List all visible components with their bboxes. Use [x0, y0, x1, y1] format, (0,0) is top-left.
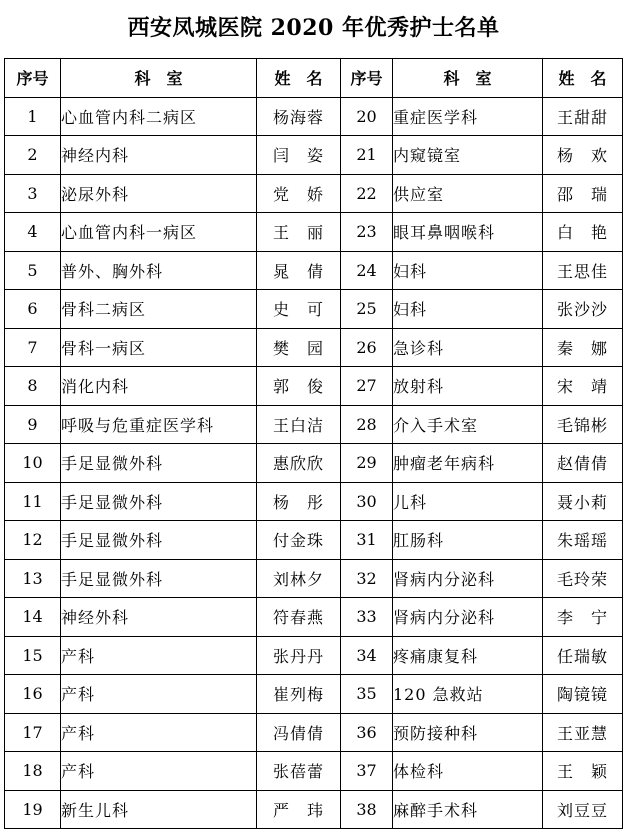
- cell-seq-right: 24: [341, 251, 393, 290]
- header-name-left: 姓 名: [257, 59, 341, 98]
- cell-dept-left: 新生儿科: [61, 790, 257, 829]
- cell-dept-right: 儿科: [393, 482, 543, 521]
- cell-seq-right: 38: [341, 790, 393, 829]
- cell-name-right: 朱瑶瑶: [543, 521, 623, 560]
- table-row: [5, 290, 623, 329]
- cell-dept-left: 手足显微外科: [61, 521, 257, 560]
- cell-dept-left: 消化内科: [61, 367, 257, 406]
- cell-seq-right: 35: [341, 675, 393, 714]
- cell-seq-left: 18: [5, 752, 61, 791]
- cell-dept-left: 泌尿外科: [61, 174, 257, 213]
- table-row: [5, 636, 623, 675]
- cell-name-left: 王白洁: [257, 405, 341, 444]
- cell-name-left: 史 可: [257, 290, 341, 329]
- cell-dept-right: 疼痛康复科: [393, 636, 543, 675]
- cell-dept-left: 骨科一病区: [61, 328, 257, 367]
- cell-seq-left: 14: [5, 598, 61, 637]
- cell-name-left: 符春燕: [257, 598, 341, 637]
- cell-name-right: 刘豆豆: [543, 790, 623, 829]
- cell-dept-left: 心血管内科一病区: [61, 213, 257, 252]
- table-row: [5, 790, 623, 829]
- cell-seq-right: 22: [341, 174, 393, 213]
- cell-seq-left: 2: [5, 136, 61, 175]
- cell-seq-left: 9: [5, 405, 61, 444]
- cell-seq-left: 15: [5, 636, 61, 675]
- cell-dept-right: 预防接种科: [393, 713, 543, 752]
- cell-seq-right: 23: [341, 213, 393, 252]
- cell-dept-left: 产科: [61, 752, 257, 791]
- header-row: [5, 59, 623, 98]
- cell-seq-right: 32: [341, 559, 393, 598]
- cell-seq-right: 28: [341, 405, 393, 444]
- cell-name-right: 张沙沙: [543, 290, 623, 329]
- cell-name-right: 毛锦彬: [543, 405, 623, 444]
- cell-dept-right: 肾病内分泌科: [393, 559, 543, 598]
- cell-dept-right: 供应室: [393, 174, 543, 213]
- cell-dept-left: 骨科二病区: [61, 290, 257, 329]
- table-row: [5, 251, 623, 290]
- cell-dept-left: 神经内科: [61, 136, 257, 175]
- cell-name-left: 杨海蓉: [257, 97, 341, 136]
- cell-seq-right: 34: [341, 636, 393, 675]
- cell-seq-left: 7: [5, 328, 61, 367]
- cell-name-right: 宋 靖: [543, 367, 623, 406]
- cell-name-left: 王 丽: [257, 213, 341, 252]
- cell-dept-right: 重症医学科: [393, 97, 543, 136]
- table-row: [5, 598, 623, 637]
- cell-dept-left: 呼吸与危重症医学科: [61, 405, 257, 444]
- header-name-right: 姓 名: [543, 59, 623, 98]
- cell-name-right: 邵 瑞: [543, 174, 623, 213]
- cell-dept-right: 肛肠科: [393, 521, 543, 560]
- cell-seq-right: 36: [341, 713, 393, 752]
- cell-name-right: 杨 欢: [543, 136, 623, 175]
- cell-dept-left: 产科: [61, 636, 257, 675]
- cell-dept-left: 手足显微外科: [61, 482, 257, 521]
- table-row: [5, 559, 623, 598]
- cell-dept-right: 眼耳鼻咽喉科: [393, 213, 543, 252]
- table-row: [5, 328, 623, 367]
- cell-dept-right: 120 急救站: [393, 675, 543, 714]
- cell-seq-right: 26: [341, 328, 393, 367]
- nurse-roster-table: [4, 58, 623, 829]
- page-title: 西安凤城医院 2020 年优秀护士名单: [127, 15, 500, 41]
- cell-seq-left: 8: [5, 367, 61, 406]
- cell-seq-right: 21: [341, 136, 393, 175]
- cell-dept-left: 普外、胸外科: [61, 251, 257, 290]
- cell-dept-right: 肿瘤老年病科: [393, 444, 543, 483]
- cell-dept-right: 妇科: [393, 251, 543, 290]
- cell-name-right: 赵倩倩: [543, 444, 623, 483]
- cell-seq-left: 11: [5, 482, 61, 521]
- header-seq-left: 序号: [5, 59, 61, 98]
- table-row: [5, 97, 623, 136]
- cell-seq-right: 20: [341, 97, 393, 136]
- cell-seq-left: 6: [5, 290, 61, 329]
- cell-dept-right: 介入手术室: [393, 405, 543, 444]
- cell-name-left: 崔列梅: [257, 675, 341, 714]
- cell-name-left: 晁 倩: [257, 251, 341, 290]
- cell-name-right: 任瑞敏: [543, 636, 623, 675]
- cell-dept-right: 急诊科: [393, 328, 543, 367]
- cell-dept-left: 心血管内科二病区: [61, 97, 257, 136]
- cell-name-right: 李 宁: [543, 598, 623, 637]
- cell-seq-left: 3: [5, 174, 61, 213]
- cell-dept-right: 麻醉手术科: [393, 790, 543, 829]
- cell-seq-right: 37: [341, 752, 393, 791]
- cell-name-right: 秦 娜: [543, 328, 623, 367]
- cell-name-left: 付金珠: [257, 521, 341, 560]
- table-row: [5, 405, 623, 444]
- cell-seq-left: 10: [5, 444, 61, 483]
- cell-seq-right: 27: [341, 367, 393, 406]
- cell-name-right: 聂小莉: [543, 482, 623, 521]
- table-row: [5, 675, 623, 714]
- table-body: [5, 97, 623, 829]
- cell-seq-right: 25: [341, 290, 393, 329]
- cell-seq-right: 33: [341, 598, 393, 637]
- cell-dept-right: 内窥镜室: [393, 136, 543, 175]
- table-row: [5, 174, 623, 213]
- cell-name-left: 樊 园: [257, 328, 341, 367]
- cell-seq-left: 5: [5, 251, 61, 290]
- cell-name-left: 张蓓蕾: [257, 752, 341, 791]
- cell-dept-right: 放射科: [393, 367, 543, 406]
- cell-name-left: 党 娇: [257, 174, 341, 213]
- table-row: [5, 136, 623, 175]
- cell-seq-left: 4: [5, 213, 61, 252]
- cell-name-left: 刘林夕: [257, 559, 341, 598]
- cell-seq-left: 1: [5, 97, 61, 136]
- cell-dept-right: 妇科: [393, 290, 543, 329]
- cell-dept-left: 神经外科: [61, 598, 257, 637]
- cell-seq-right: 30: [341, 482, 393, 521]
- cell-name-right: 毛玲荣: [543, 559, 623, 598]
- cell-name-right: 王亚慧: [543, 713, 623, 752]
- cell-name-right: 王思佳: [543, 251, 623, 290]
- cell-name-right: 王 颖: [543, 752, 623, 791]
- cell-seq-left: 16: [5, 675, 61, 714]
- cell-dept-left: 产科: [61, 713, 257, 752]
- cell-seq-right: 29: [341, 444, 393, 483]
- cell-dept-left: 手足显微外科: [61, 444, 257, 483]
- cell-seq-left: 12: [5, 521, 61, 560]
- cell-name-left: 惠欣欣: [257, 444, 341, 483]
- cell-name-right: 王甜甜: [543, 97, 623, 136]
- cell-name-left: 张丹丹: [257, 636, 341, 675]
- cell-seq-left: 19: [5, 790, 61, 829]
- cell-dept-right: 体检科: [393, 752, 543, 791]
- cell-name-right: 陶镜镜: [543, 675, 623, 714]
- cell-seq-right: 31: [341, 521, 393, 560]
- table-header: [5, 59, 623, 98]
- cell-seq-left: 17: [5, 713, 61, 752]
- cell-dept-left: 手足显微外科: [61, 559, 257, 598]
- table-row: [5, 213, 623, 252]
- table-row: [5, 444, 623, 483]
- header-dept-right: 科 室: [393, 59, 543, 98]
- table-row: [5, 482, 623, 521]
- cell-name-left: 严 玮: [257, 790, 341, 829]
- table-row: [5, 367, 623, 406]
- cell-name-left: 郭 俊: [257, 367, 341, 406]
- header-seq-right: 序号: [341, 59, 393, 98]
- cell-dept-left: 产科: [61, 675, 257, 714]
- cell-name-left: 杨 彤: [257, 482, 341, 521]
- cell-seq-left: 13: [5, 559, 61, 598]
- table-row: [5, 752, 623, 791]
- cell-name-left: 冯倩倩: [257, 713, 341, 752]
- header-dept-left: 科 室: [61, 59, 257, 98]
- table-row: [5, 521, 623, 560]
- cell-dept-right: 肾病内分泌科: [393, 598, 543, 637]
- table-row: [5, 713, 623, 752]
- cell-name-right: 白 艳: [543, 213, 623, 252]
- cell-name-left: 闫 姿: [257, 136, 341, 175]
